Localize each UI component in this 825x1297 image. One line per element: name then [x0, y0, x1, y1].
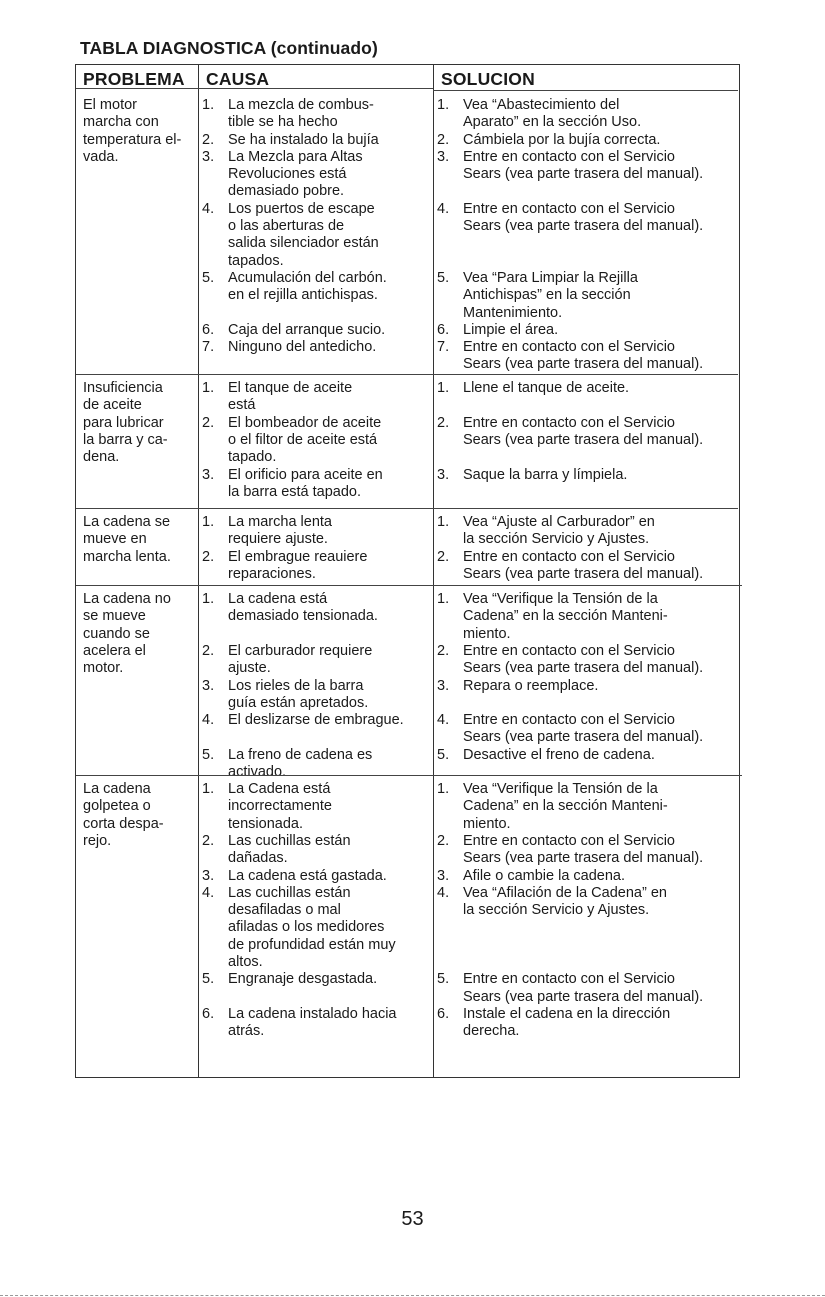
item-text	[463, 712, 703, 747]
text-line: Engranaje desgastada.	[228, 971, 378, 988]
item-number: 3.	[202, 466, 215, 483]
text-line: motor.	[83, 660, 124, 677]
row-divider	[76, 585, 742, 586]
text-line: dena.	[83, 449, 120, 466]
text-line: Llene el tanque de aceite.	[463, 380, 630, 396]
text-line: Sears (vea parte trasera del manual).	[463, 850, 704, 867]
page-number: 53	[401, 1208, 424, 1230]
item-number: 2.	[437, 832, 450, 849]
header-underline	[433, 90, 738, 91]
item-number: 4.	[202, 200, 215, 217]
text-line: guía están apretados.	[228, 694, 369, 711]
text-line: Ninguno del antedicho.	[228, 339, 377, 356]
text-line: activado.	[228, 763, 287, 780]
item-text	[463, 885, 667, 920]
text-line: Entre en contacto con el Servicio	[463, 642, 675, 659]
text-line: La freno de cadena es	[228, 746, 373, 763]
text-line: golpetea o	[83, 798, 151, 815]
text-line: El embrague reauiere	[228, 548, 368, 565]
item-number: 4.	[202, 712, 215, 729]
text-line: La cadena	[83, 781, 151, 797]
item-text	[228, 380, 352, 415]
item-number: 5.	[202, 746, 215, 763]
text-line: El deslizarse de embrague.	[228, 712, 404, 729]
item-text	[228, 132, 379, 149]
text-line: marcha lenta.	[83, 548, 171, 565]
text-line: Sears (vea parte trasera del manual).	[463, 218, 704, 235]
text-line: o el filtor de aceite está	[228, 431, 378, 448]
text-line: Mantenimiento.	[463, 304, 563, 321]
text-line: El bombeador de aceite	[228, 414, 382, 431]
item-text	[228, 467, 383, 502]
item-number: 1.	[437, 380, 450, 396]
text-line: la barra está tapado.	[228, 483, 362, 500]
item-text	[228, 781, 332, 833]
item-number: 1.	[202, 97, 215, 113]
text-line: ajuste.	[228, 660, 271, 677]
item-text	[463, 549, 703, 584]
item-number: 5.	[202, 971, 215, 988]
text-line: para lubricar	[83, 414, 164, 431]
item-text	[228, 415, 381, 467]
item-number: 6.	[437, 1005, 450, 1022]
text-line: Entre en contacto con el Servicio	[463, 339, 675, 356]
text-line: Cámbiela por la bujía correcta.	[463, 131, 661, 148]
text-line: Sears (vea parte trasera del manual).	[463, 166, 704, 183]
text-line: Repara o reemplace.	[463, 677, 599, 694]
text-line: Sears (vea parte trasera del manual).	[463, 431, 704, 448]
item-number: 5.	[202, 270, 215, 286]
item-number: 1.	[437, 591, 450, 607]
item-number: 6.	[202, 1005, 215, 1022]
text-line: Vea “Afilación de la Cadena” en	[463, 884, 667, 901]
text-line: Entre en contacto con el Servicio	[463, 548, 675, 565]
text-line: Caja del arranque sucio.	[228, 321, 386, 338]
text-line: Sears (vea parte trasera del manual).	[463, 356, 704, 373]
text-line: Vea “Ajuste al Carburador” en	[463, 514, 655, 530]
item-text	[228, 201, 379, 270]
problem-cell	[83, 514, 171, 566]
text-line: Desactive el freno de cadena.	[463, 746, 655, 763]
item-number: 2.	[202, 832, 215, 849]
item-text	[228, 270, 387, 305]
text-line: incorrectamente	[228, 798, 332, 815]
item-text	[228, 149, 363, 201]
text-line: La mezcla de combus-	[228, 97, 374, 113]
item-number: 1.	[202, 591, 215, 607]
item-number: 6.	[202, 321, 215, 338]
item-text	[463, 591, 668, 643]
item-number: 6.	[437, 321, 450, 338]
text-line: requiere ajuste.	[228, 531, 328, 548]
text-line: Se ha instalado la bujía	[228, 131, 379, 148]
item-number: 1.	[437, 97, 450, 113]
text-line: en el rejilla antichispas.	[228, 287, 378, 304]
header-problema: PROBLEMA	[83, 69, 185, 89]
text-line: atrás.	[228, 1023, 265, 1040]
item-text	[463, 149, 703, 184]
item-number: 3.	[202, 677, 215, 694]
item-number: 3.	[202, 867, 215, 884]
item-number: 4.	[437, 200, 450, 217]
text-line: Vea “Abastecimiento del	[463, 97, 620, 113]
text-line: Antichispas” en la sección	[463, 287, 631, 304]
item-text	[228, 747, 372, 782]
item-text	[228, 712, 404, 729]
item-number: 3.	[437, 867, 450, 884]
item-number: 2.	[437, 548, 450, 565]
text-line: Vea “Verifique la Tensión de la	[463, 591, 658, 607]
text-line: Revoluciones está	[228, 166, 347, 183]
text-line: Las cuchillas están	[228, 884, 351, 901]
item-number: 4.	[437, 712, 450, 729]
text-line: cuando se	[83, 625, 150, 642]
text-line: tapados.	[228, 252, 284, 269]
text-line: altos.	[228, 953, 263, 970]
text-line: miento.	[463, 815, 511, 832]
item-number: 1.	[437, 514, 450, 530]
text-line: La Cadena está	[228, 781, 331, 797]
column-divider	[198, 65, 199, 1077]
text-line: demasiado tensionada.	[228, 608, 378, 625]
text-line: La cadena instalado hacia	[228, 1005, 397, 1022]
item-text	[463, 339, 703, 374]
item-number: 1.	[202, 514, 215, 530]
text-line: salida silenciador están	[228, 235, 379, 252]
text-line: Sears (vea parte trasera del manual).	[463, 988, 704, 1005]
item-text	[463, 833, 703, 868]
item-number: 7.	[202, 339, 215, 356]
item-text	[463, 1006, 670, 1041]
page-title: TABLA DIAGNOSTICA (continuado)	[80, 38, 378, 58]
text-line: El tanque de aceite	[228, 380, 353, 396]
item-text	[228, 339, 376, 356]
text-line: Acumulación del carbón.	[228, 270, 387, 286]
item-text	[228, 97, 374, 132]
item-number: 5.	[437, 270, 450, 286]
text-line: rejo.	[83, 832, 112, 849]
text-line: de profundidad están muy	[228, 936, 396, 953]
item-number: 2.	[202, 642, 215, 659]
text-line: Vea “Verifique la Tensión de la	[463, 781, 658, 797]
item-number: 3.	[437, 677, 450, 694]
item-text	[463, 868, 625, 885]
text-line: Los rieles de la barra	[228, 677, 364, 694]
text-line: dañadas.	[228, 850, 288, 867]
item-text	[228, 971, 377, 988]
text-line: Vea “Para Limpiar la Rejilla	[463, 270, 638, 286]
item-number: 3.	[202, 148, 215, 165]
text-line: derecha.	[463, 1023, 520, 1040]
text-line: La cadena está	[228, 591, 328, 607]
item-text	[228, 678, 368, 713]
item-number: 1.	[202, 380, 215, 396]
column-divider	[433, 65, 434, 1077]
text-line: tapado.	[228, 449, 277, 466]
text-line: de aceite	[83, 397, 142, 414]
header-causa: CAUSA	[206, 69, 270, 89]
item-number: 5.	[437, 746, 450, 763]
item-number: 3.	[437, 148, 450, 165]
text-line: se mueve	[83, 608, 146, 625]
item-text	[463, 415, 703, 450]
text-line: Entre en contacto con el Servicio	[463, 148, 675, 165]
item-number: 2.	[202, 414, 215, 431]
row-divider	[76, 374, 738, 375]
item-text	[228, 514, 332, 549]
item-text	[228, 643, 372, 678]
item-number: 2.	[437, 131, 450, 148]
item-number: 5.	[437, 971, 450, 988]
text-line: miento.	[463, 625, 511, 642]
item-text	[463, 467, 627, 484]
text-line: o las aberturas de	[228, 218, 345, 235]
item-number: 3.	[437, 466, 450, 483]
text-line: El orificio para aceite en	[228, 466, 383, 483]
text-line: acelera el	[83, 642, 146, 659]
text-line: afiladas o los medidores	[228, 919, 385, 936]
text-line: Los puertos de escape	[228, 200, 375, 217]
text-line: Entre en contacto con el Servicio	[463, 971, 675, 988]
problem-cell	[83, 97, 181, 166]
text-line: demasiado pobre.	[228, 183, 345, 200]
header-solucion: SOLUCION	[441, 69, 535, 89]
item-text	[463, 747, 655, 764]
item-number: 2.	[437, 642, 450, 659]
item-text	[463, 270, 638, 322]
item-text	[463, 132, 660, 149]
text-line: Las cuchillas están	[228, 832, 351, 849]
item-text	[228, 549, 367, 584]
item-text	[228, 1006, 397, 1041]
text-line: Limpie el área.	[463, 321, 559, 338]
text-line: Sears (vea parte trasera del manual).	[463, 729, 704, 746]
item-number: 2.	[202, 131, 215, 148]
item-text	[463, 322, 558, 339]
problem-cell	[83, 781, 164, 850]
page-bottom-edge	[0, 1295, 825, 1296]
item-text	[228, 868, 387, 885]
text-line: temperatura el-	[83, 131, 182, 148]
text-line: corta despa-	[83, 815, 164, 832]
item-text	[228, 833, 351, 868]
text-line: La cadena está gastada.	[228, 867, 387, 884]
text-line: Afile o cambie la cadena.	[463, 867, 626, 884]
text-line: Aparato” en la sección Uso.	[463, 114, 642, 131]
item-text	[463, 201, 703, 236]
text-line: la sección Servicio y Ajustes.	[463, 531, 650, 548]
text-line: La cadena se	[83, 514, 171, 530]
row-divider	[76, 508, 738, 509]
text-line: tible se ha hecho	[228, 114, 338, 131]
text-line: marcha con	[83, 114, 159, 131]
item-text	[463, 380, 629, 397]
text-line: Sears (vea parte trasera del manual).	[463, 565, 704, 582]
text-line: Cadena” en la sección Manteni-	[463, 608, 668, 625]
text-line: Saque la barra y límpiela.	[463, 466, 628, 483]
text-line: reparaciones.	[228, 565, 316, 582]
text-line: Entre en contacto con el Servicio	[463, 414, 675, 431]
text-line: tensionada.	[228, 815, 303, 832]
text-line: Insuficiencia	[83, 380, 163, 396]
item-number: 7.	[437, 339, 450, 356]
text-line: Sears (vea parte trasera del manual).	[463, 660, 704, 677]
item-number: 2.	[437, 414, 450, 431]
item-text	[463, 514, 655, 549]
text-line: Instale el cadena en la dirección	[463, 1005, 671, 1022]
item-text	[228, 885, 396, 971]
text-line: Entre en contacto con el Servicio	[463, 200, 675, 217]
text-line: vada.	[83, 148, 119, 165]
text-line: La cadena no	[83, 591, 171, 607]
text-line: desafiladas o mal	[228, 902, 341, 919]
item-number: 4.	[202, 884, 215, 901]
text-line: El carburador requiere	[228, 642, 373, 659]
diagnostic-table	[75, 64, 740, 1078]
item-text	[463, 678, 598, 695]
text-line: está	[228, 397, 256, 414]
text-line: Cadena” en la sección Manteni-	[463, 798, 668, 815]
text-line: La Mezcla para Altas	[228, 148, 363, 165]
row-divider	[76, 775, 742, 776]
text-line: Entre en contacto con el Servicio	[463, 832, 675, 849]
text-line: mueve en	[83, 531, 147, 548]
item-number: 1.	[202, 781, 215, 797]
text-line: la sección Servicio y Ajustes.	[463, 902, 650, 919]
item-text	[228, 591, 378, 626]
text-line: El motor	[83, 97, 137, 113]
item-text	[463, 97, 641, 132]
item-text	[463, 643, 703, 678]
item-number: 1.	[437, 781, 450, 797]
item-text	[463, 971, 703, 1006]
item-number: 4.	[437, 884, 450, 901]
problem-cell	[83, 591, 171, 677]
item-text	[228, 322, 385, 339]
item-number: 2.	[202, 548, 215, 565]
item-text	[463, 781, 668, 833]
text-line: Entre en contacto con el Servicio	[463, 712, 675, 729]
text-line: la barra y ca-	[83, 431, 168, 448]
text-line: La marcha lenta	[228, 514, 332, 530]
problem-cell	[83, 380, 168, 466]
